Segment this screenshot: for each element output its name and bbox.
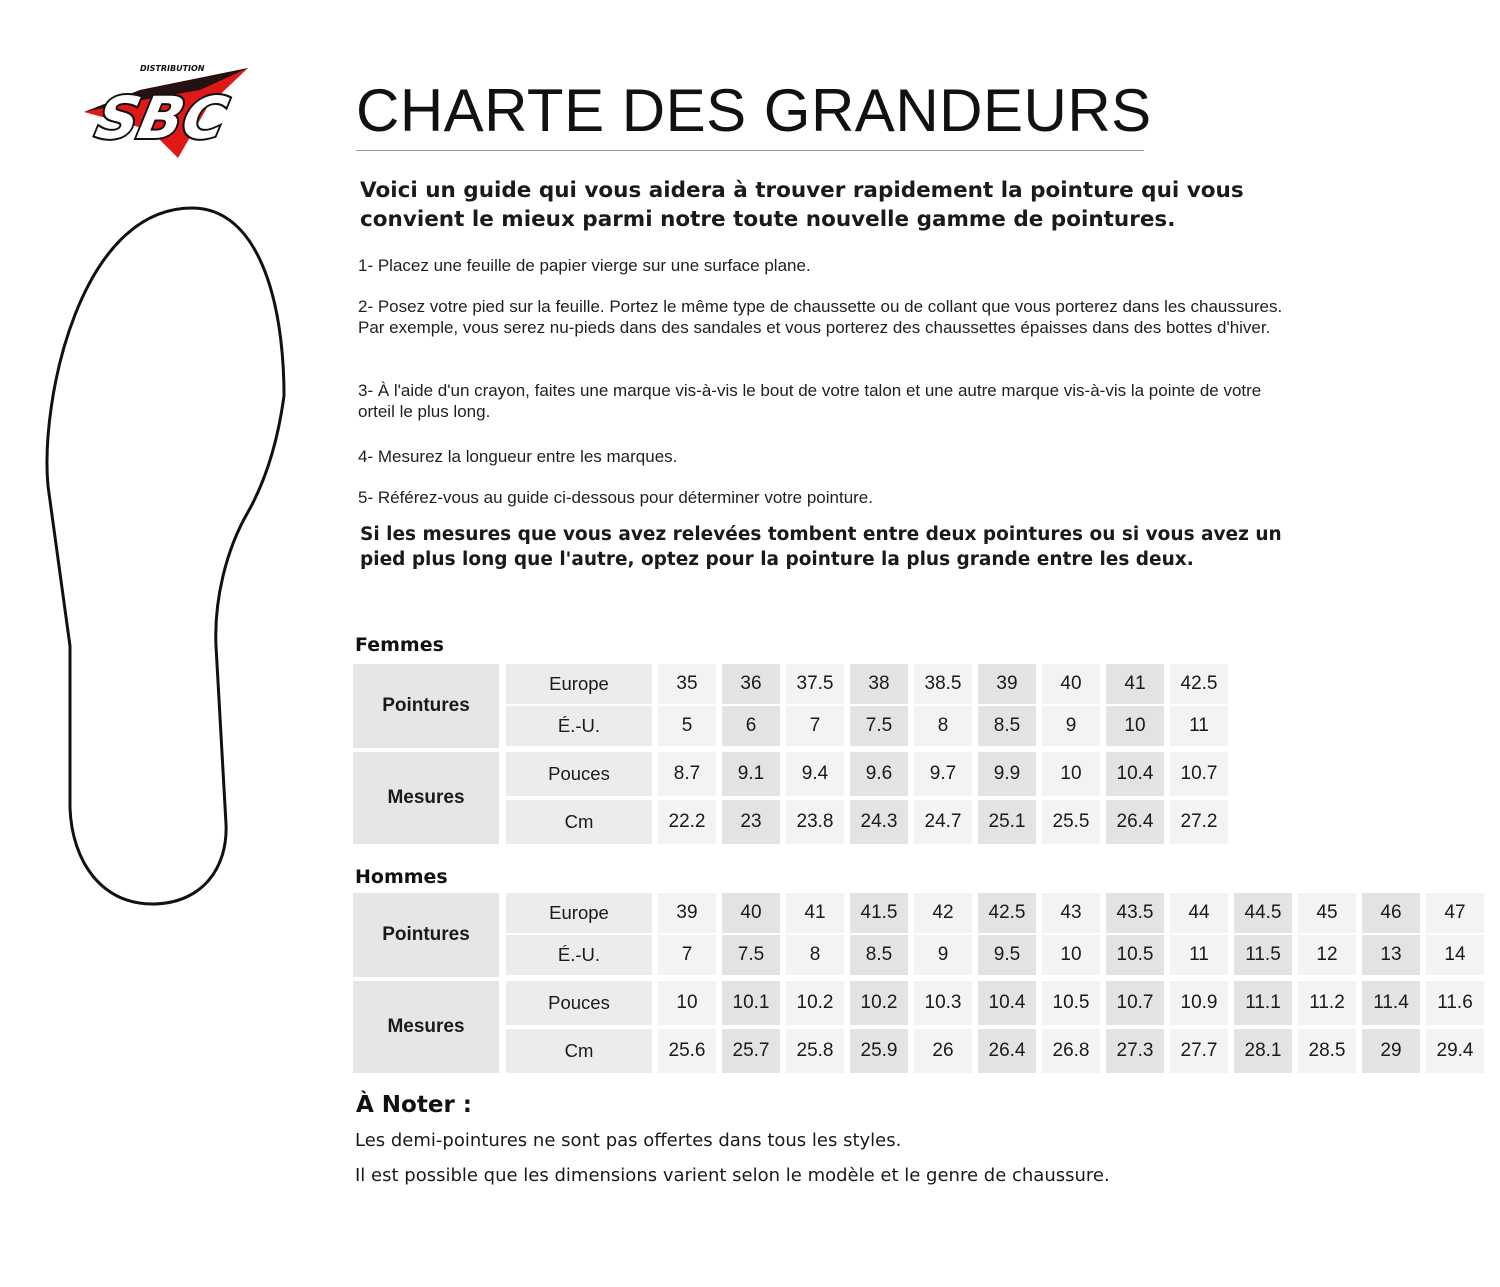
- size-cell: 6: [722, 706, 780, 746]
- size-cell: 28.5: [1298, 1029, 1356, 1073]
- size-cell: 41: [786, 893, 844, 933]
- size-cell: 7.5: [722, 935, 780, 975]
- size-cell: 8: [914, 706, 972, 746]
- size-cell: 25.5: [1042, 800, 1100, 844]
- size-cell: 9.1: [722, 752, 780, 796]
- size-cell: 22.2: [658, 800, 716, 844]
- size-cell: 8.5: [978, 706, 1036, 746]
- group-label-mesures: Mesures: [353, 752, 499, 844]
- step-1: 1- Placez une feuille de papier vierge sur une surface plane.: [358, 256, 811, 275]
- size-cell: 23.8: [786, 800, 844, 844]
- size-cell: 39: [658, 893, 716, 933]
- step-5: 5- Référez-vous au guide ci-dessous pour déterminer votre pointure.: [358, 488, 873, 507]
- size-cell: 10.5: [1106, 935, 1164, 975]
- size-cell: 42.5: [978, 893, 1036, 933]
- size-cell: 10: [658, 981, 716, 1025]
- size-cell: 25.7: [722, 1029, 780, 1073]
- row-label: Europe: [506, 664, 652, 704]
- size-cell: 9.4: [786, 752, 844, 796]
- size-cell: 10.9: [1170, 981, 1228, 1025]
- size-cell: 8.5: [850, 935, 908, 975]
- size-cell: 13: [1362, 935, 1420, 975]
- note-line-1: Les demi-pointures ne sont pas offertes dans tous les styles.: [355, 1130, 902, 1151]
- size-cell: 9.7: [914, 752, 972, 796]
- size-cell: 26.4: [1106, 800, 1164, 844]
- size-cell: 41: [1106, 664, 1164, 704]
- size-cell: 29.4: [1426, 1029, 1484, 1073]
- size-cell: 7: [786, 706, 844, 746]
- size-cell: 5: [658, 706, 716, 746]
- size-cell: 11.1: [1234, 981, 1292, 1025]
- size-cell: 10.5: [1042, 981, 1100, 1025]
- size-cell: 14: [1426, 935, 1484, 975]
- note-title: À Noter :: [356, 1092, 472, 1118]
- row-label: É.-U.: [506, 706, 652, 746]
- size-cell: 35: [658, 664, 716, 704]
- size-cell: 24.7: [914, 800, 972, 844]
- size-cell: 11: [1170, 935, 1228, 975]
- size-cell: 26.4: [978, 1029, 1036, 1073]
- size-cell: 44.5: [1234, 893, 1292, 933]
- size-cell: 44: [1170, 893, 1228, 933]
- size-cell: 27.7: [1170, 1029, 1228, 1073]
- size-cell: 10.4: [1106, 752, 1164, 796]
- size-cell: 25.9: [850, 1029, 908, 1073]
- size-cell: 9.6: [850, 752, 908, 796]
- size-cell: 40: [722, 893, 780, 933]
- size-cell: 46: [1362, 893, 1420, 933]
- size-cell: 26: [914, 1029, 972, 1073]
- size-cell: 39: [978, 664, 1036, 704]
- row-label: É.-U.: [506, 935, 652, 975]
- row-label: Pouces: [506, 752, 652, 796]
- size-cell: 10.4: [978, 981, 1036, 1025]
- page-title: CHARTE DES GRANDEURS: [356, 77, 1152, 144]
- size-cell: 7.5: [850, 706, 908, 746]
- row-label: Pouces: [506, 981, 652, 1025]
- step-4: 4- Mesurez la longueur entre les marques.: [358, 447, 678, 466]
- foot-outline-illustration: [40, 200, 290, 910]
- size-cell: 38.5: [914, 664, 972, 704]
- size-cell: 10.1: [722, 981, 780, 1025]
- size-cell: 27.2: [1170, 800, 1228, 844]
- size-cell: 27.3: [1106, 1029, 1164, 1073]
- title-divider: [356, 150, 1144, 151]
- group-label-pointures: Pointures: [353, 893, 499, 977]
- size-cell: 26.8: [1042, 1029, 1100, 1073]
- size-cell: 29: [1362, 1029, 1420, 1073]
- size-cell: 11.5: [1234, 935, 1292, 975]
- row-label: Europe: [506, 893, 652, 933]
- size-cell: 11: [1170, 706, 1228, 746]
- size-cell: 10.7: [1170, 752, 1228, 796]
- size-cell: 9.5: [978, 935, 1036, 975]
- sbc-distribution-logo: [80, 60, 250, 160]
- size-cell: 10: [1106, 706, 1164, 746]
- size-cell: 10.2: [850, 981, 908, 1025]
- step-2: 2- Posez votre pied sur la feuille. Portez le même type de chaussette ou de collant que vous porterez dans les chaussures. Par exemple, vous serez nu-pieds dans des sandales et vous porterez des chaussettes épaisses dans des bottes d'hiver.: [358, 297, 1283, 337]
- size-cell: 9: [914, 935, 972, 975]
- size-cell: 25.8: [786, 1029, 844, 1073]
- sizing-tip: Si les mesures que vous avez relevées tombent entre deux pointures ou si vous avez un pied plus long que l'autre, optez pour la pointure la plus grande entre les deux.: [360, 524, 1282, 570]
- logo-brand: SBC: [90, 84, 234, 152]
- size-cell: 9: [1042, 706, 1100, 746]
- size-cell: 24.3: [850, 800, 908, 844]
- size-cell: 8.7: [658, 752, 716, 796]
- step-3: 3- À l'aide d'un crayon, faites une marque vis-à-vis le bout de votre talon et une autre marque vis-à-vis la pointe de votre orteil le plus long.: [358, 381, 1262, 421]
- size-cell: 10.7: [1106, 981, 1164, 1025]
- group-label-mesures: Mesures: [353, 981, 499, 1073]
- size-cell: 42: [914, 893, 972, 933]
- size-cell: 10.3: [914, 981, 972, 1025]
- size-cell: 11.2: [1298, 981, 1356, 1025]
- group-label-pointures: Pointures: [353, 664, 499, 748]
- note-line-2: Il est possible que les dimensions varient selon le modèle et le genre de chaussure.: [355, 1165, 1110, 1186]
- size-cell: 12: [1298, 935, 1356, 975]
- size-cell: 8: [786, 935, 844, 975]
- size-cell: 43.5: [1106, 893, 1164, 933]
- size-cell: 9.9: [978, 752, 1036, 796]
- women-table-title: Femmes: [355, 634, 444, 656]
- size-cell: 25.6: [658, 1029, 716, 1073]
- size-cell: 10: [1042, 752, 1100, 796]
- size-cell: 10.2: [786, 981, 844, 1025]
- intro-text: Voici un guide qui vous aidera à trouver rapidement la pointure qui vous convient le mieux parmi notre toute nouvelle gamme de pointures.: [360, 178, 1244, 232]
- size-cell: 28.1: [1234, 1029, 1292, 1073]
- size-cell: 23: [722, 800, 780, 844]
- size-cell: 25.1: [978, 800, 1036, 844]
- size-cell: 45: [1298, 893, 1356, 933]
- size-cell: 47: [1426, 893, 1484, 933]
- size-cell: 10: [1042, 935, 1100, 975]
- size-cell: 11.6: [1426, 981, 1484, 1025]
- size-cell: 37.5: [786, 664, 844, 704]
- size-cell: 40: [1042, 664, 1100, 704]
- size-cell: 36: [722, 664, 780, 704]
- row-label: Cm: [506, 800, 652, 844]
- logo-tagline: DISTRIBUTION: [140, 64, 205, 73]
- row-label: Cm: [506, 1029, 652, 1073]
- size-cell: 7: [658, 935, 716, 975]
- size-cell: 42.5: [1170, 664, 1228, 704]
- size-cell: 43: [1042, 893, 1100, 933]
- size-cell: 11.4: [1362, 981, 1420, 1025]
- size-cell: 41.5: [850, 893, 908, 933]
- size-cell: 38: [850, 664, 908, 704]
- men-table-title: Hommes: [355, 866, 448, 888]
